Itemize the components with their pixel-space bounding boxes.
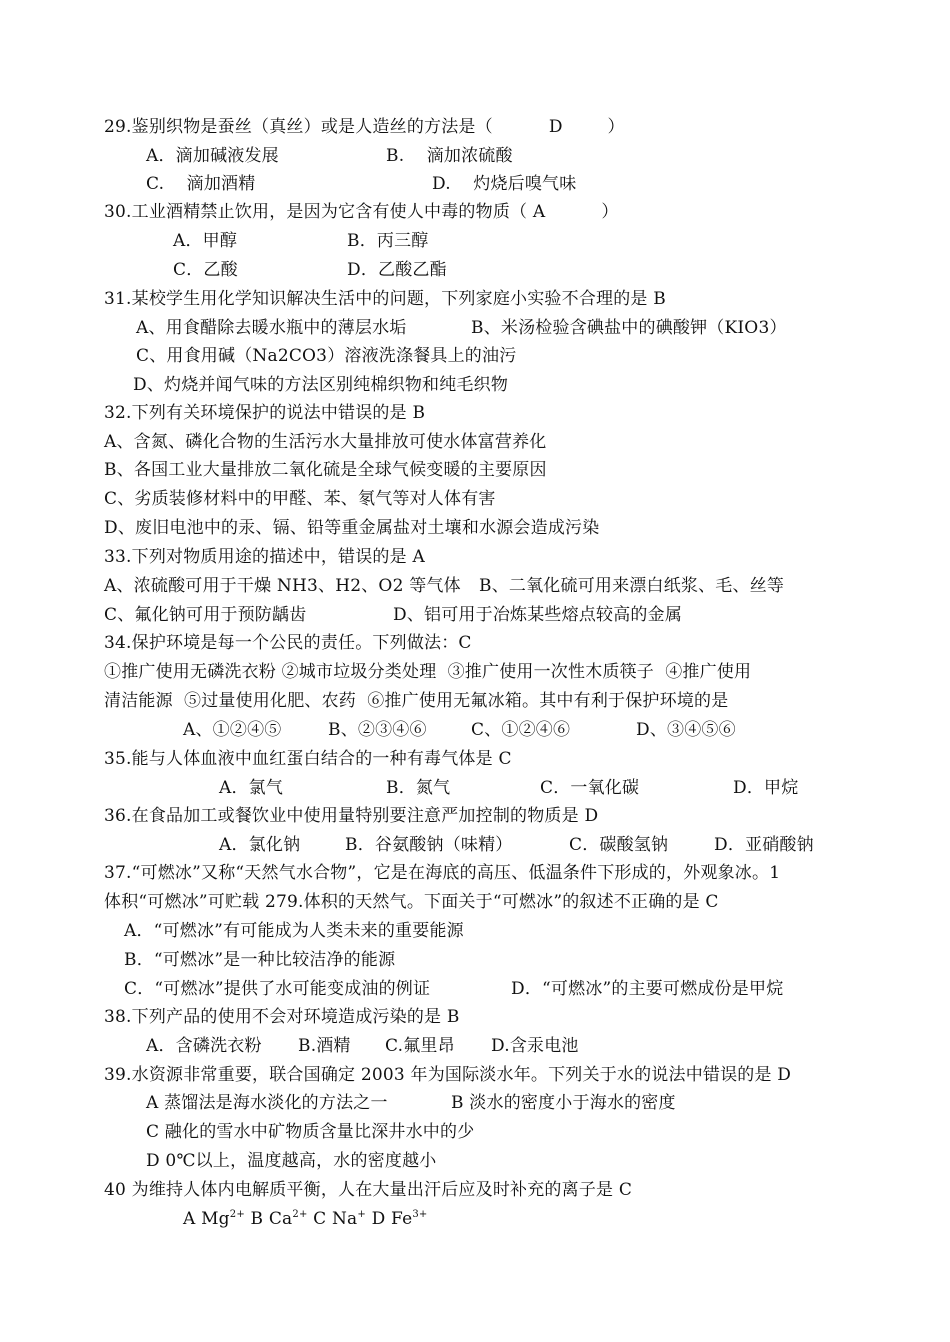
q30-option-d: D．乙酸乙酯: [347, 260, 447, 280]
q37-stem-line2: 体积“可燃冰”可贮载 279.体积的天然气。下面关于“可燃冰”的叙述不正确的是 C: [104, 892, 719, 912]
q37-option-a: A．“可燃冰”有可能成为人类未来的重要能源: [124, 921, 464, 941]
q32-option-c: C、劣质装修材料中的甲醛、苯、氡气等对人体有害: [104, 489, 496, 509]
q38-option-a: A．含磷洗衣粉: [146, 1036, 262, 1056]
q40-option-d: D Fe: [371, 1209, 413, 1229]
q30-option-c: C．乙酸: [173, 260, 238, 280]
q34-list-line2: 清洁能源 ⑤过量使用化肥、农药 ⑥推广使用无氟冰箱。其中有利于保护环境的是: [104, 691, 729, 711]
q32-option-b: B、各国工业大量排放二氧化硫是全球气候变暖的主要原因: [104, 460, 547, 480]
q33-option-c: C、氟化钠可用于预防龋齿: [104, 605, 307, 625]
q40-option-d-charge: 3+: [412, 1209, 428, 1220]
q40-options: [183, 1208, 428, 1230]
q33-option-a: A、浓硫酸可用于干燥 NH3、H2、O2 等气体: [104, 576, 461, 596]
q35-stem: 35.能与人体血液中血红蛋白结合的一种有毒气体是 C: [104, 749, 512, 769]
q34-option-a: A、①②④⑤: [183, 720, 282, 740]
q38-option-b: B.酒精: [298, 1036, 351, 1056]
q36-option-a: A．氯化钠: [219, 835, 301, 855]
q40-option-b-charge: 2+: [292, 1209, 308, 1220]
q31-option-a: A、用食醋除去暖水瓶中的薄层水垢: [136, 318, 407, 338]
q32-option-d: D、废旧电池中的汞、镉、铅等重金属盐对土壤和水源会造成污染: [104, 518, 600, 538]
q40-option-c: C Na: [313, 1209, 358, 1229]
q37-option-b: B．“可燃冰”是一种比较洁净的能源: [124, 950, 396, 970]
q33-option-d: D、铝可用于冶炼某些熔点较高的金属: [393, 605, 683, 625]
q35-option-b: B．氮气: [386, 778, 451, 798]
q34-list-line1: ①推广使用无磷洗衣粉 ②城市垃圾分类处理 ③推广使用一次性木质筷子 ④推广使用: [104, 662, 752, 682]
q37-option-d: D．“可燃冰”的主要可燃成份是甲烷: [511, 979, 784, 999]
q30-option-a: A．甲醇: [173, 231, 238, 251]
q29-stem: 29.鉴别织物是蚕丝（真丝）或是人造丝的方法是（ D ）: [104, 117, 625, 137]
q37-option-c: C．“可燃冰”提供了水可能变成油的例证: [124, 979, 431, 999]
q30-stem: 30.工业酒精禁止饮用，是因为它含有使人中毒的物质（ A ）: [104, 202, 619, 222]
q39-option-c: C 融化的雪水中矿物质含量比深井水中的少: [146, 1122, 475, 1142]
q34-option-d: D、③④⑤⑥: [636, 720, 736, 740]
q40-option-a: A Mg: [183, 1209, 230, 1229]
q40-option-b: B Ca: [250, 1209, 293, 1229]
q35-option-d: D．甲烷: [733, 778, 799, 798]
q34-stem: 34.保护环境是每一个公民的责任。下列做法：C: [104, 633, 472, 653]
q34-option-c: C、①②④⑥: [471, 720, 571, 740]
q35-option-c: C．一氧化碳: [540, 778, 640, 798]
q35-option-a: A．氯气: [219, 778, 284, 798]
q33-option-b: B、二氧化硫可用来漂白纸浆、毛、丝等: [479, 576, 785, 596]
q33-stem: 33.下列对物质用途的描述中，错误的是 A: [104, 547, 425, 567]
q36-option-d: D．亚硝酸钠: [714, 835, 814, 855]
q29-option-c: C. 滴加酒精: [146, 174, 256, 194]
q30-option-b: B．丙三醇: [347, 231, 429, 251]
q40-stem: 40 为维持人体内电解质平衡，人在大量出汗后应及时补充的离子是 C: [104, 1180, 633, 1200]
q32-option-a: A、含氮、磷化合物的生活污水大量排放可使水体富营养化: [104, 432, 547, 452]
q31-stem: 31.某校学生用化学知识解决生活中的问题，下列家庭小实验不合理的是 B: [104, 289, 666, 309]
q29-option-b: B. 滴加浓硫酸: [386, 146, 513, 166]
q38-option-c: C.氟里昂: [385, 1036, 455, 1056]
q34-option-b: B、②③④⑥: [328, 720, 427, 740]
q39-option-a: A 蒸馏法是海水淡化的方法之一: [146, 1093, 388, 1113]
q39-option-b: B 淡水的密度小于海水的密度: [451, 1093, 676, 1113]
q36-stem: 36.在食品加工或餐饮业中使用量特别要注意严加控制的物质是 D: [104, 806, 599, 826]
q31-option-d: D、灼烧并闻气味的方法区别纯棉织物和纯毛织物: [133, 375, 509, 395]
q31-option-b: B、米汤检验含碘盐中的碘酸钾（KIO3）: [471, 318, 787, 338]
q31-option-c: C、用食用碱（Na2CO3）溶液洗涤餐具上的油污: [136, 346, 517, 366]
q32-stem: 32.下列有关环境保护的说法中错误的是 B: [104, 403, 426, 423]
q40-option-a-charge: 2+: [229, 1209, 245, 1220]
q40-option-c-charge: +: [357, 1209, 366, 1220]
q37-stem-line1: 37.“可燃冰”又称“天然气水合物”，它是在海底的高压、低温条件下形成的，外观象冰。1: [104, 863, 781, 883]
q39-option-d: D 0℃以上，温度越高，水的密度越小: [146, 1151, 437, 1171]
q36-option-c: C．碳酸氢钠: [569, 835, 669, 855]
q36-option-b: B．谷氨酸钠（味精）: [345, 835, 513, 855]
q39-stem: 39.水资源非常重要，联合国确定 2003 年为国际淡水年。下列关于水的说法中错误的是 D: [104, 1065, 792, 1085]
q38-stem: 38.下列产品的使用不会对环境造成污染的是 B: [104, 1007, 460, 1027]
q29-option-a: A．滴加碱液发展: [146, 146, 279, 166]
q29-option-d: D. 灼烧后嗅气味: [432, 174, 577, 194]
q38-option-d: D.含汞电池: [491, 1036, 579, 1056]
